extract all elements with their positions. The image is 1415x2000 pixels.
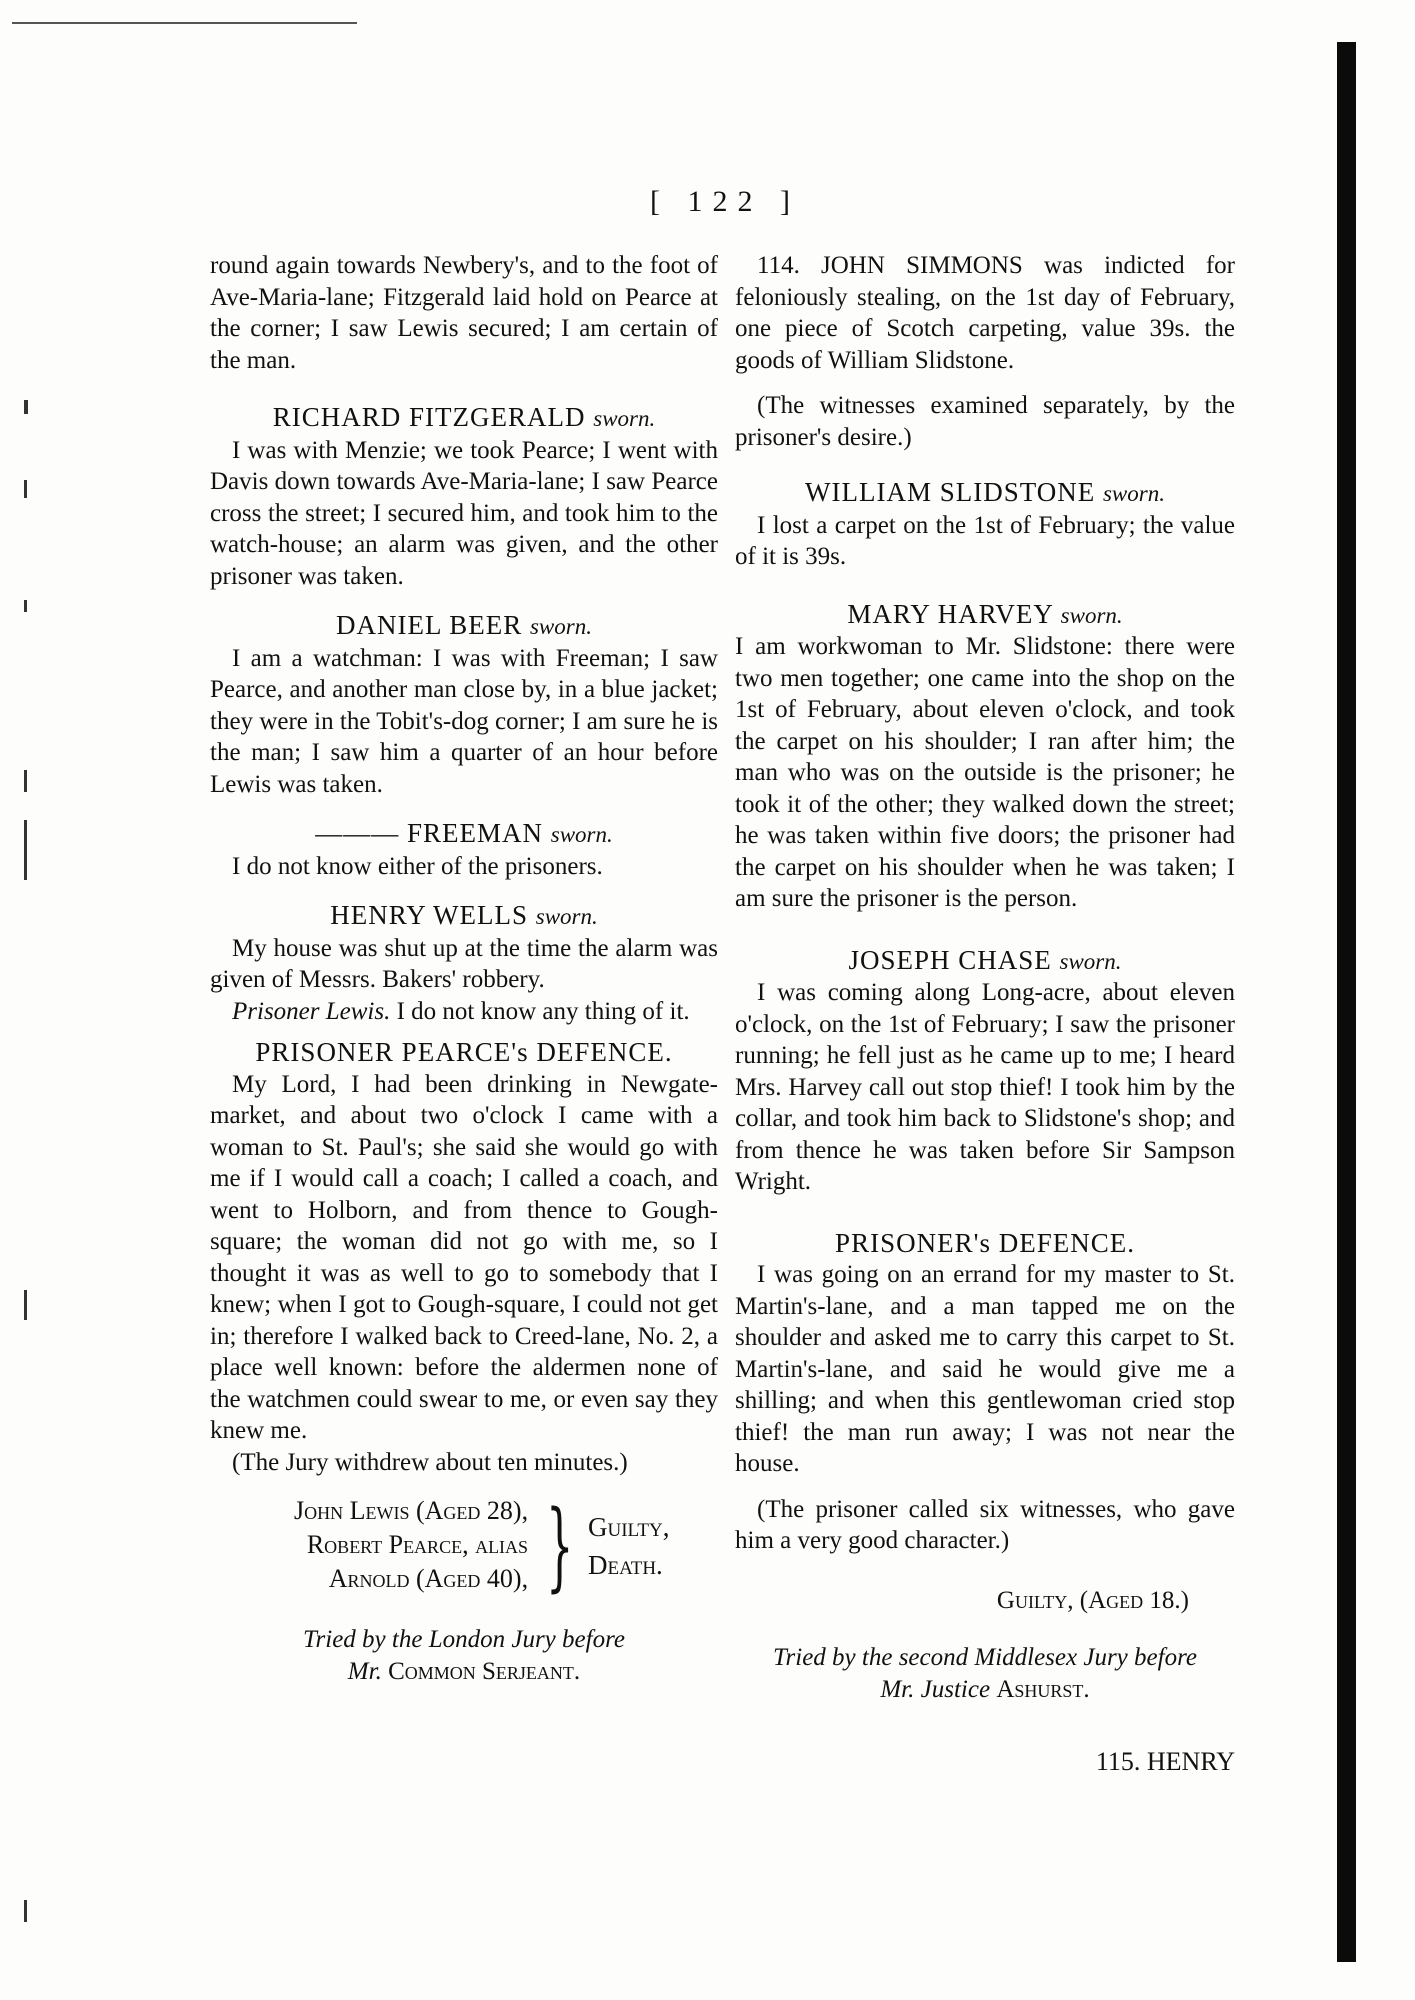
character-note: (The prisoner called six witnesses, who gave him a very good character.) xyxy=(735,1495,1235,1554)
scan-margin-mark xyxy=(24,770,27,792)
testimony: I lost a carpet on the 1st of February; the value of it is 39s. xyxy=(735,511,1235,570)
scan-margin-mark xyxy=(24,1290,27,1320)
scan-margin-mark xyxy=(24,480,27,498)
defendant-names: John Lewis (Aged 28), Robert Pearce, alias Arnold (Aged 40), xyxy=(294,1496,529,1593)
scan-edge-line xyxy=(12,22,357,24)
left-column xyxy=(210,250,718,1688)
brace: } xyxy=(546,1490,574,1602)
defence-heading: PRISONER PEARCE's DEFENCE. xyxy=(255,1037,673,1067)
verdict-text: Guilty, (Aged 18.) xyxy=(996,1586,1189,1614)
witness-heading: DANIEL BEER sworn. xyxy=(336,610,592,640)
tried-before: Tried by the second Middlesex Jury before Mr. Justice Ashurst. xyxy=(773,1644,1197,1703)
catchword: 115. HENRY xyxy=(1095,1747,1235,1776)
testimony: I was going on an errand for my master to St. Martin's-lane, and a man tapped me on the shoulder and asked me to carry this carpet to St. Martin's-lane, and said he would give me a shilling; and when this gentlewoman cried stop thief! the man run away; I was not near the house. xyxy=(735,1261,1235,1477)
tried-before: Tried by the London Jury before Mr. Common Serjeant. xyxy=(303,1626,625,1685)
jury-note: (The Jury withdrew about ten minutes.) xyxy=(232,1448,628,1476)
testimony: My house was shut up at the time the alarm was given of Messrs. Bakers' robbery. xyxy=(210,934,718,993)
witness-note: (The witnesses examined separately, by the prisoner's desire.) xyxy=(735,392,1235,451)
scan-margin-mark xyxy=(24,1900,27,1922)
right-column xyxy=(735,250,1235,1778)
paragraph: round again towards Newbery's, and to the foot of Ave-Maria-lane; Fitzgerald laid hold on Pearce at the corner; I saw Lewis secured; I am certain of the man. xyxy=(210,252,718,374)
testimony: I am a watchman: I was with Freeman; I saw Pearce, and another man close by, in a blue jacket; they were in the Tobit's-dog corner; I am sure he is the man; I saw him a quarter of an hour before Lewis was taken. xyxy=(210,644,718,798)
page-number: [ 122 ] xyxy=(650,185,800,218)
verdict-text: Guilty, Death. xyxy=(588,1512,670,1580)
witness-heading: JOSEPH CHASE sworn. xyxy=(848,944,1122,975)
testimony: I do not know either of the prisoners. xyxy=(232,852,603,880)
witness-heading: HENRY WELLS sworn. xyxy=(330,900,598,930)
verdict-block xyxy=(210,1490,718,1602)
witness-heading: ——— FREEMAN sworn. xyxy=(315,818,613,848)
witness-heading: WILLIAM SLIDSTONE sworn. xyxy=(805,477,1165,507)
witness-heading: MARY HARVEY sworn. xyxy=(847,598,1123,629)
scan-margin-mark xyxy=(24,820,27,880)
testimony: I am workwoman to Mr. Slidstone: there were two men together; one came into the shop on the 1st of February, about eleven o'clock, and took the carpet on his shoulder; I ran after him; the man who was on the outside is the prisoner; he took it of the other; they walked down the street; he was taken within five doors; the prisoner had the carpet on his shoulder when he was taken; I am sure the prisoner is the person. xyxy=(735,633,1235,912)
witness-heading: RICHARD FITZGERALD sworn. xyxy=(272,402,656,432)
testimony: My Lord, I had been drinking in Newgate-market, and about two o'clock I came with a woman to St. Paul's; she said she would go with me if I would call a coach; I called a coach, and went to Holborn, and from thence to Gough-square; the woman did not go with me, so I thought it was as well to go to somebody that I knew; when I got to Gough-square, I could not get in; therefore I walked back to Creed-lane, No. 2, a place well known: before the aldermen none of the watchmen could swear to me, or even say they knew me. xyxy=(210,1070,718,1444)
scan-margin-mark xyxy=(24,600,27,612)
testimony: Prisoner Lewis. I do not know any thing of it. xyxy=(232,997,690,1025)
scan-margin-mark xyxy=(24,400,28,414)
indictment: 114. JOHN SIMMONS was indicted for feloniously stealing, on the 1st day of February, one piece of Scotch carpeting, value 39s. the goods of William Slidstone. xyxy=(735,252,1235,374)
scan-page-edge-shadow xyxy=(1337,42,1356,1962)
defence-heading: PRISONER's DEFENCE. xyxy=(835,1227,1135,1258)
testimony: I was with Menzie; we took Pearce; I went with Davis down towards Ave-Maria-lane; I saw Pearce cross the street; I secured him, and took him to the watch-house; an alarm was given, and the other prisoner was taken. xyxy=(210,436,718,590)
testimony: I was coming along Long-acre, about eleven o'clock, on the 1st of February; I saw the prisoner running; he fell just as he came up to me; I heard Mrs. Harvey call out stop thief! I took him by the collar, and took him back to Slidstone's shop; and from thence he was taken before Sir Sampson Wright. xyxy=(735,979,1235,1195)
